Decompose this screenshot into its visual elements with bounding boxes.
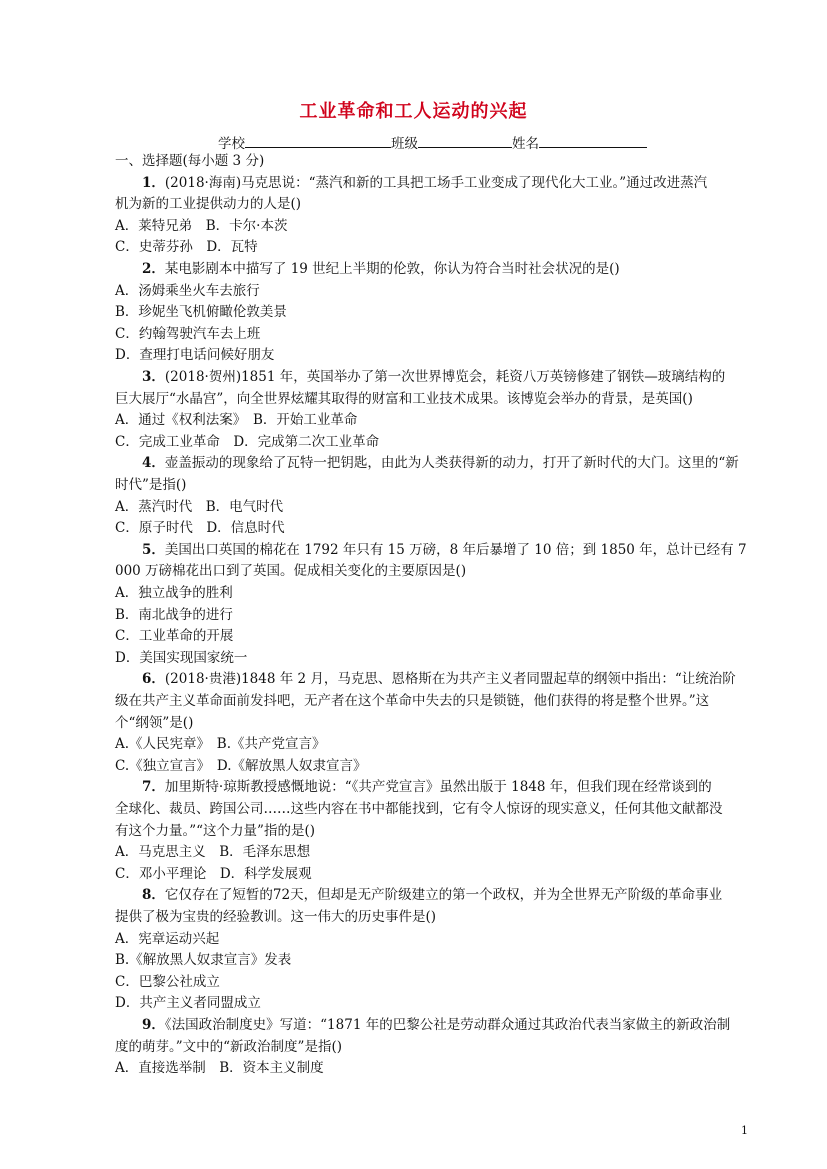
question-continuation: 有这个力量。”“这个力量”指的是() (115, 822, 315, 839)
answer-option: C．约翰驾驶汽车去上班 (115, 325, 261, 342)
answer-option: D．共产主义者同盟成立 (115, 995, 261, 1012)
school-label: 学校 (218, 136, 245, 152)
answer-option: C．史蒂芬孙 D．瓦特 (115, 239, 258, 256)
question-continuation: 巨大展厅“水晶宫”，向全世界炫耀其取得的财富和工业技术成果。该博览会举办的背景，是英国() (115, 390, 693, 407)
school-blank[interactable] (245, 132, 391, 148)
question-number: 6． (142, 671, 165, 688)
name-label: 姓名 (512, 136, 539, 152)
question-line (115, 261, 750, 277)
answer-option: A．马克思主义 B．毛泽东思想 (115, 844, 311, 861)
answer-option: C．巴黎公社成立 (115, 973, 220, 990)
question-continuation: 个“纲领”是() (115, 714, 194, 731)
question-continuation: 时代”是指() (115, 477, 187, 493)
answer-option: C．工业革命的开展 (115, 628, 234, 645)
question-text: (2018·贺州)1851 年，英国举办了第一次世界博览会，耗资八万英镑修建了钢铁—玻璃结构的 (164, 369, 726, 385)
section-heading: 一、选择题(每小题 3 分) (115, 153, 265, 169)
answer-option: C．原子时代 D．信息时代 (115, 520, 285, 537)
answer-option: A．莱特兄弟 B．卡尔·本茨 (115, 217, 288, 234)
name-blank[interactable] (539, 132, 647, 148)
answer-option: B．南北战争的进行 (115, 606, 233, 623)
question-text: (2018·贵港)1848 年 2 月，马克思、恩格斯在为共产主义者同盟起草的纲领中指出：“让统治阶 (164, 671, 736, 688)
answer-option: C．邓小平理论 D．科学发展观 (115, 865, 312, 882)
question-line (115, 887, 750, 903)
question-text: 壶盖振动的现象给了瓦特一把钥匙，由此为人类获得新的动力，打开了新时代的大门。这里的“新 (164, 455, 739, 472)
question-number: 4． (142, 455, 165, 472)
question-text: 美国出口英国的棉花在 1792 年只有 15 万磅，8 年后暴增了 10 倍；到 1850 年，总计已经有 7 (164, 541, 747, 558)
answer-option: D．查理打电话问候好朋友 (115, 347, 275, 364)
page-number: 1 (741, 1124, 748, 1137)
question-number: 7． (142, 779, 165, 796)
question-number: 1． (142, 174, 165, 191)
question-line (115, 455, 750, 471)
answer-option: A．蒸汽时代 B．电气时代 (115, 498, 284, 515)
answer-option: A．通过《权利法案》 B．开始工业革命 (115, 412, 358, 429)
answer-option: A．独立战争的胜利 (115, 585, 233, 601)
question-line (115, 1017, 750, 1033)
question-text: 加里斯特·琼斯教授感慨地说：“《共产党宣言》虽然出版于 1848 年，但我们现在经常谈到的 (164, 779, 712, 796)
answer-option: A.《人民宪章》 B.《共产党宣言》 (115, 736, 326, 753)
question-line (115, 671, 750, 687)
question-number: 3． (142, 369, 165, 385)
question-number: 9． (142, 1017, 165, 1033)
question-line (115, 175, 750, 191)
class-blank[interactable] (418, 132, 512, 148)
question-text: 它仅存在了短暂的72天，但却是无产阶级建立的第一个政权，并为全世界无产阶级的革命事业 (164, 887, 723, 904)
answer-option: C.《独立宣言》 D.《解放黑人奴隶宣言》 (115, 757, 367, 774)
answer-option: C．完成工业革命 D．完成第二次工业革命 (115, 433, 380, 450)
answer-option: A．直接选举制 B．资本主义制度 (115, 1060, 324, 1077)
question-line (115, 542, 750, 558)
page-title: 工业革命和工人运动的兴起 (299, 101, 528, 122)
question-continuation: 提供了极为宝贵的经验教训。这一伟大的历史事件是() (115, 909, 437, 925)
question-line (115, 369, 750, 385)
question-continuation: 000 万磅棉花出口到了英国。促成相关变化的主要原因是() (115, 563, 467, 580)
question-line (115, 779, 750, 795)
question-number: 2． (142, 261, 165, 277)
answer-option: B．珍妮坐飞机俯瞰伦敦美景 (115, 304, 287, 321)
answer-option: A．宪章运动兴起 (115, 930, 220, 947)
question-continuation: 级在共产主义革命面前发抖吧，无产者在这个革命中失去的只是锁链，他们获得的将是整个世界。”这 (115, 693, 710, 709)
question-continuation: 全球化、裁员、跨国公司……这些内容在书中都能找到，它有令人惊讶的现实意义，任何其他文献都没 (115, 801, 723, 817)
question-number: 5． (142, 541, 165, 558)
question-text: (2018·海南)马克思说：“蒸汽和新的工具把工场手工业变成了现代化大工业。”通过改进蒸汽 (164, 174, 708, 191)
answer-option: A．汤姆乘坐火车去旅行 (115, 282, 260, 299)
question-continuation: 机为新的工业提供动力的人是() (115, 196, 302, 213)
question-text: 某电影剧本中描写了 19 世纪上半期的伦敦，你认为符合当时社会状况的是() (164, 261, 620, 277)
answer-option: D．美国实现国家统一 (115, 649, 248, 666)
answer-option: B.《解放黑人奴隶宣言》发表 (115, 952, 292, 969)
question-number: 8． (142, 887, 165, 904)
question-continuation: 度的萌芽。”文中的“新政治制度”是指() (115, 1038, 342, 1055)
student-info-row (218, 132, 647, 152)
question-text: 《法国政治制度史》写道：“1871 年的巴黎公社是劳动群众通过其政治代表当家做主的新政治制 (164, 1017, 731, 1033)
class-label: 班级 (391, 136, 418, 152)
